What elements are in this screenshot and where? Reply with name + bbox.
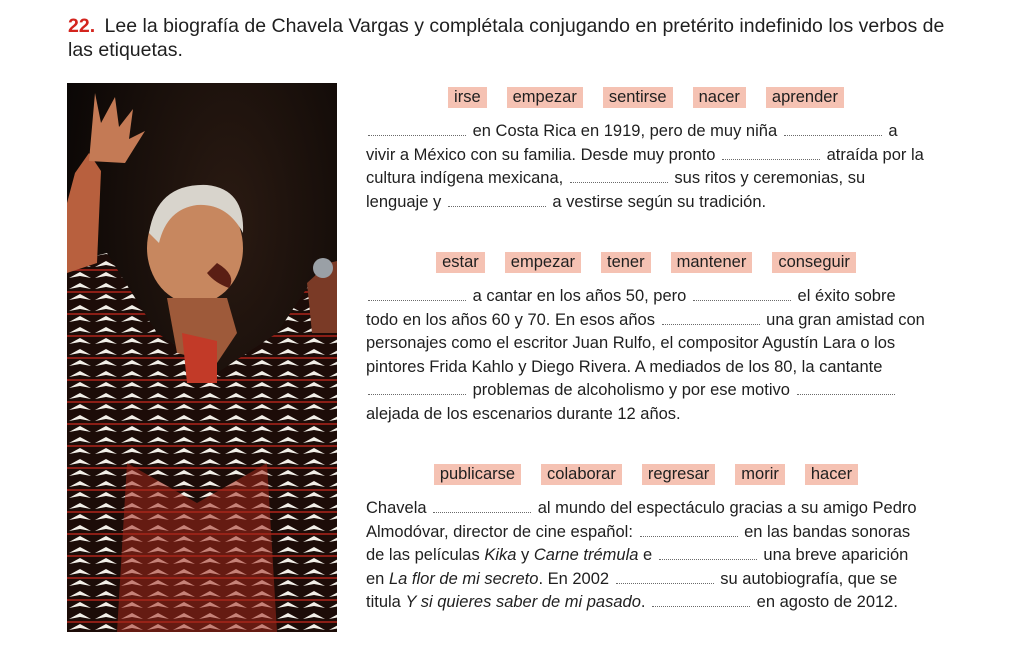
text-fragment: en Costa Rica en 1919, pero de muy niña	[472, 122, 778, 140]
text-fragment: alejada de los escenarios durante 12 años.	[366, 404, 681, 423]
text-fragment: en agosto de 2012.	[756, 593, 898, 611]
answer-blank[interactable]	[368, 380, 466, 395]
text-fragment: una gran amistad con personajes como el escritor Juan Rulfo, el compositor Agustín Lara o los pintores Frida Kahlo y Diego Rivera. A mediados de los 80, la cantante	[366, 310, 925, 376]
film-title: Carne trémula	[533, 546, 639, 564]
verb-tag: empezar	[505, 252, 581, 273]
verb-tag: sentirse	[603, 87, 673, 108]
verb-tag: tener	[601, 252, 651, 273]
paragraph-3	[366, 497, 926, 615]
answer-blank[interactable]	[797, 380, 895, 395]
verb-tag: publicarse	[434, 464, 521, 485]
film-title: La flor de mi secreto	[388, 569, 539, 588]
answer-blank[interactable]	[722, 145, 820, 160]
verb-tag: estar	[436, 252, 485, 273]
text-fragment: y	[521, 546, 530, 564]
text-fragment: en las bandas sonoras de las películas	[366, 522, 911, 564]
text-fragment: el éxito sobre todo en los años 60 y 70. En esos años	[366, 287, 896, 329]
verb-tag: colaborar	[541, 464, 622, 485]
verb-tags-1	[366, 87, 926, 108]
verb-tags-3	[366, 464, 926, 485]
exercise-instruction: Lee la biografía de Chavela Vargas y complétala conjugando en pretérito indefinido los verbos de las etiquetas.	[68, 15, 945, 61]
answer-blank[interactable]	[652, 592, 750, 607]
answer-blank[interactable]	[368, 121, 466, 136]
answer-blank[interactable]	[693, 286, 791, 301]
paragraph-1	[366, 120, 926, 214]
answer-blank[interactable]	[662, 310, 760, 325]
verb-tag: mantener	[671, 252, 753, 273]
exercise-title	[68, 14, 948, 62]
exercise-number: 22.	[68, 15, 96, 37]
verb-tag: empezar	[507, 87, 583, 108]
text-fragment: atraída por la cultura indígena mexicana,	[366, 145, 924, 187]
verb-tag: morir	[735, 464, 785, 485]
film-title: Kika	[484, 546, 517, 564]
answer-blank[interactable]	[433, 498, 531, 513]
answer-blank[interactable]	[640, 522, 738, 537]
text-fragment: a cantar en los años 50, pero	[472, 287, 687, 305]
verb-tag: regresar	[642, 464, 715, 485]
text-fragment: . En 2002	[538, 569, 610, 588]
text-fragment: una breve aparición en	[366, 546, 909, 588]
answer-blank[interactable]	[448, 192, 546, 207]
verb-tag: irse	[448, 87, 487, 108]
answer-blank[interactable]	[570, 168, 668, 183]
portrait-photo	[67, 83, 337, 632]
answer-blank[interactable]	[659, 545, 757, 560]
verb-tag: conseguir	[772, 252, 856, 273]
text-fragment: su autobiografía, que se titula	[366, 569, 898, 611]
text-fragment: a vivir a México con su familia. Desde muy pronto	[366, 122, 898, 164]
text-fragment: problemas de alcoholismo y por ese motivo	[472, 381, 790, 399]
verb-tag: aprender	[766, 87, 844, 108]
verb-tag: nacer	[693, 87, 746, 108]
answer-blank[interactable]	[784, 121, 882, 136]
book-title: Y si quieres saber de mi pasado	[405, 593, 641, 611]
text-fragment: sus ritos y ceremonias, su lenguaje y	[366, 169, 866, 211]
text-fragment: .	[640, 593, 646, 611]
verb-tag: hacer	[805, 464, 858, 485]
verb-tags-2	[366, 252, 926, 273]
answer-blank[interactable]	[616, 569, 714, 584]
paragraph-2	[366, 285, 926, 426]
text-fragment: a vestirse según su tradición.	[552, 192, 767, 211]
portrait-illustration	[67, 83, 337, 632]
text-fragment: al mundo del espectáculo gracias a su amigo Pedro Almodóvar, director de cine español:	[366, 499, 917, 541]
text-fragment: e	[643, 546, 653, 564]
answer-blank[interactable]	[368, 286, 466, 301]
text-fragment: Chavela	[366, 499, 427, 517]
